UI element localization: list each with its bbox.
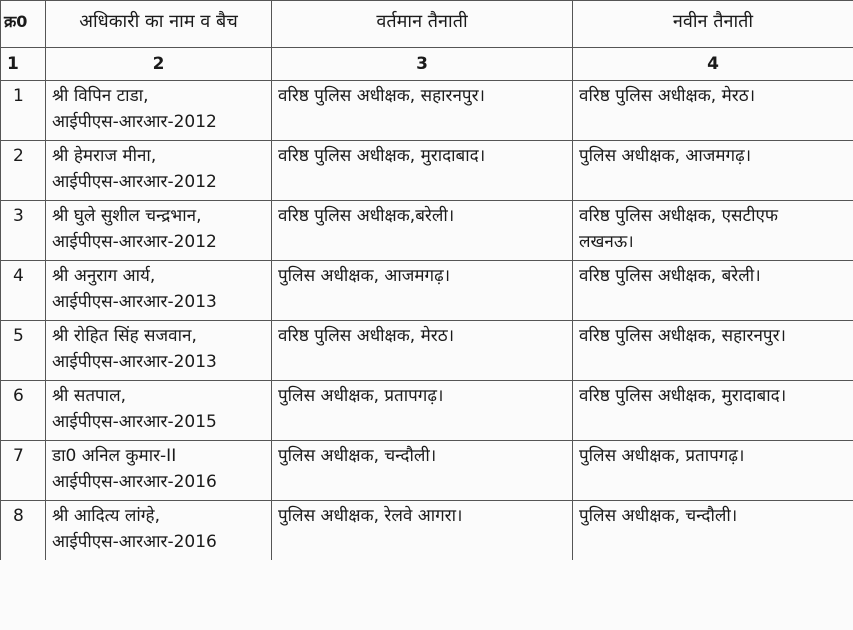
serial-cell: 8 [1, 501, 46, 561]
new-posting: वरिष्ठ पुलिस अधीक्षक, सहारनपुर। [579, 326, 786, 346]
officer-cell [46, 501, 272, 561]
table-header [1, 1, 853, 48]
current-posting-cell [272, 321, 573, 381]
table-row [1, 381, 853, 441]
header-officer: अधिकारी का नाम व बैच [46, 1, 272, 48]
current-posting: वरिष्ठ पुलिस अधीक्षक, मुरादाबाद। [278, 146, 486, 166]
current-posting-cell [272, 501, 573, 561]
table-row [1, 261, 853, 321]
new-posting-cell [573, 501, 853, 561]
officer-name: श्री सतपाल, [52, 386, 127, 406]
serial-cell: 1 [1, 81, 46, 141]
table-row [1, 81, 853, 141]
current-posting: पुलिस अधीक्षक, आजमगढ़। [278, 266, 451, 286]
serial-cell: 6 [1, 381, 46, 441]
current-posting: वरिष्ठ पुलिस अधीक्षक, मेरठ। [278, 326, 455, 346]
serial-cell: 2 [1, 141, 46, 201]
header-new-posting: नवीन तैनाती [573, 1, 853, 48]
table-row [1, 141, 853, 201]
new-posting: पुलिस अधीक्षक, प्रतापगढ़। [579, 446, 745, 466]
officer-batch: आईपीएस-आरआर-2012 [52, 232, 217, 252]
new-posting-cell [573, 81, 853, 141]
new-posting-cell [573, 321, 853, 381]
new-posting: वरिष्ठ पुलिस अधीक्षक, मुरादाबाद। [579, 386, 787, 406]
current-posting: पुलिस अधीक्षक, प्रतापगढ़। [278, 386, 444, 406]
column-number: 2 [46, 48, 272, 81]
new-posting: वरिष्ठ पुलिस अधीक्षक, बरेली। [579, 266, 761, 286]
new-posting: वरिष्ठ पुलिस अधीक्षक, एसटीएफ [579, 206, 778, 226]
current-posting-cell [272, 141, 573, 201]
table-row [1, 501, 853, 561]
new-posting: पुलिस अधीक्षक, आजमगढ़। [579, 146, 752, 166]
officer-name: डा0 अनिल कुमार-II [52, 446, 177, 466]
current-posting: वरिष्ठ पुलिस अधीक्षक, सहारनपुर। [278, 86, 485, 106]
current-posting: पुलिस अधीक्षक, चन्दौली। [278, 446, 437, 466]
officer-batch: आईपीएस-आरआर-2016 [52, 532, 217, 552]
column-number: 1 [1, 48, 46, 81]
table-row [1, 441, 853, 501]
current-posting-cell [272, 81, 573, 141]
table-row [1, 321, 853, 381]
new-posting-cell [573, 381, 853, 441]
table-body [1, 48, 853, 561]
header-current-posting: वर्तमान तैनाती [272, 1, 573, 48]
serial-cell: 3 [1, 201, 46, 261]
officer-cell [46, 381, 272, 441]
header-serial: क्र0 [1, 1, 46, 48]
new-posting: वरिष्ठ पुलिस अधीक्षक, मेरठ। [579, 86, 756, 106]
column-number: 4 [573, 48, 853, 81]
new-posting: पुलिस अधीक्षक, चन्दौली। [579, 506, 738, 526]
officer-name: श्री हेमराज मीना, [52, 146, 157, 166]
new-posting-cell [573, 141, 853, 201]
officer-batch: आईपीएस-आरआर-2015 [52, 412, 217, 432]
officer-name: श्री रोहित सिंह सजवान, [52, 326, 197, 346]
current-posting-cell [272, 261, 573, 321]
serial-cell: 4 [1, 261, 46, 321]
officer-batch: आईपीएस-आरआर-2016 [52, 472, 217, 492]
new-posting-cell [573, 201, 853, 261]
current-posting-cell [272, 201, 573, 261]
officer-name: श्री अनुराग आर्य, [52, 266, 156, 286]
officer-name: श्री विपिन टाडा, [52, 86, 149, 106]
header-row [1, 1, 853, 48]
column-number: 3 [272, 48, 573, 81]
current-posting-cell [272, 381, 573, 441]
officer-batch: आईपीएस-आरआर-2012 [52, 172, 217, 192]
current-posting-cell [272, 441, 573, 501]
new-posting-cell [573, 441, 853, 501]
officer-cell [46, 81, 272, 141]
officer-batch: आईपीएस-आरआर-2013 [52, 352, 217, 372]
officer-cell [46, 441, 272, 501]
current-posting: वरिष्ठ पुलिस अधीक्षक,बरेली। [278, 206, 455, 226]
officer-cell [46, 321, 272, 381]
officer-cell [46, 141, 272, 201]
officer-name: श्री घुले सुशील चन्द्रभान, [52, 206, 202, 226]
officer-cell [46, 201, 272, 261]
serial-cell: 5 [1, 321, 46, 381]
officer-batch: आईपीएस-आरआर-2012 [52, 112, 217, 132]
table-row [1, 201, 853, 261]
officer-batch: आईपीएस-आरआर-2013 [52, 292, 217, 312]
officer-name: श्री आदित्य लांग्हे, [52, 506, 160, 526]
current-posting: पुलिस अधीक्षक, रेलवे आगरा। [278, 506, 463, 526]
new-posting-cell [573, 261, 853, 321]
new-posting-continued: लखनऊ। [579, 232, 634, 252]
column-number-row [1, 48, 853, 81]
officer-cell [46, 261, 272, 321]
serial-cell: 7 [1, 441, 46, 501]
